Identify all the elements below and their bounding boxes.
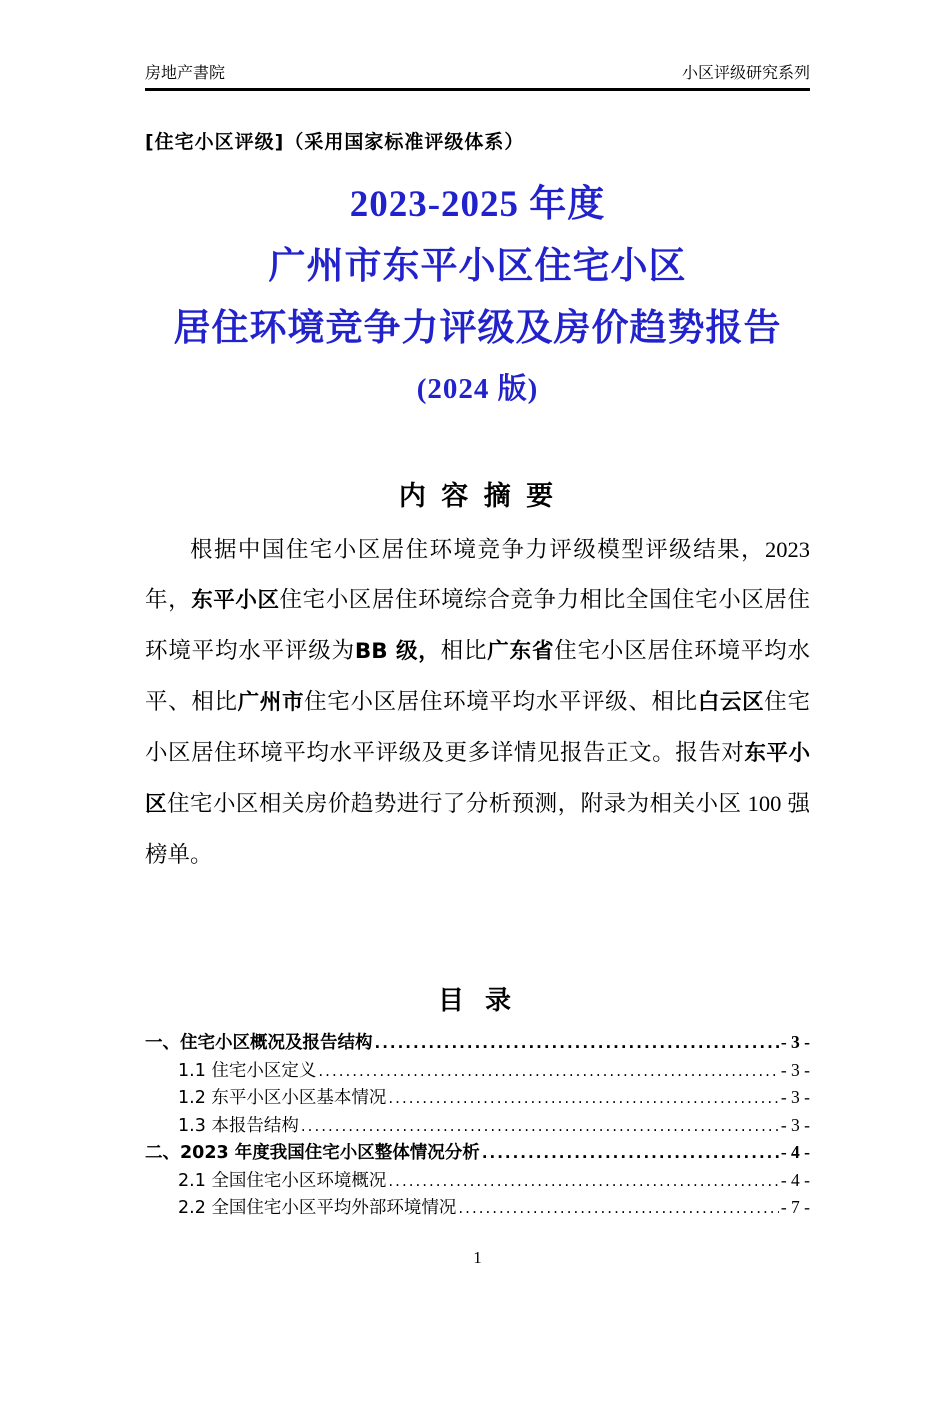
report-title-line: 广州市东平小区住宅小区 <box>268 246 687 287</box>
summary-text-segment: 住宅小区居住环境平均水平、相比 <box>145 638 810 714</box>
summary-text-segment: 白云区 <box>697 690 765 715</box>
document-page <box>0 60 950 1404</box>
toc-entry-page: - 3 - <box>780 1114 810 1135</box>
summary-text-segment: BB 级， <box>354 639 441 664</box>
report-tag: [住宅小区评级]（采用国家标准评级体系） <box>145 131 525 153</box>
summary-text-segment: 住宅小区居住环境平均水平评级及更多详情见报告正文。报告对 <box>145 689 810 765</box>
toc-entry-label: 1.1 住宅小区定义 <box>178 1060 317 1081</box>
summary-heading: 内 容 摘 要 <box>398 481 557 512</box>
toc-entry-label: 2.2 全国住宅小区平均外部环境情况 <box>178 1198 457 1218</box>
summary-text-segment: 东平小区 <box>145 741 810 817</box>
toc-entry[interactable] <box>145 1057 810 1085</box>
toc-dot-leader <box>375 1030 779 1057</box>
toc-entry-page: - 7 - <box>780 1197 810 1217</box>
summary-paragraph <box>145 525 810 880</box>
report-title-line: 2023-2025 年度 <box>349 184 606 225</box>
header-right-text: 小区评级研究系列 <box>681 63 810 82</box>
report-title-edition: (2024 版) <box>416 373 539 405</box>
toc-entry[interactable] <box>145 1029 810 1057</box>
toc-dot-leader <box>482 1140 779 1167</box>
toc-dot-leader <box>388 1085 778 1112</box>
toc-entry[interactable] <box>145 1167 810 1195</box>
toc-entry[interactable] <box>145 1194 810 1222</box>
toc-entry-page: - 4 - <box>780 1142 810 1162</box>
toc-entry[interactable] <box>145 1139 810 1167</box>
summary-text-segment: 住宅小区相关房价趋势进行了分析预测，附录为相关小区 100 强榜单。 <box>145 791 810 867</box>
toc-dot-leader <box>318 1058 778 1085</box>
toc-entry-label: 1.3 本报告结构 <box>178 1115 299 1136</box>
summary-text-segment: 相比 <box>440 638 488 663</box>
toc-entry-label: 一、住宅小区概况及报告结构 <box>145 1033 373 1053</box>
summary-text-segment: 广州市 <box>237 690 305 715</box>
toc-entry[interactable] <box>145 1084 810 1112</box>
toc-entry-page: - 3 - <box>780 1087 810 1107</box>
toc-dot-leader <box>458 1195 778 1222</box>
toc-entry-page: - 3 - <box>780 1032 810 1052</box>
report-title-line: 居住环境竞争力评级及房价趋势报告 <box>173 308 782 349</box>
header-left-text: 房地产書院 <box>145 63 226 82</box>
summary-text-segment: 根据中国住宅小区居住环境竞争力评级模型评级结果，2023 年， <box>145 537 810 612</box>
toc-entry-label: 1.2 东平小区小区基本情况 <box>178 1088 387 1108</box>
summary-text-segment: 住宅小区居住环境平均水平评级、相比 <box>304 689 698 714</box>
toc-entry[interactable] <box>145 1112 810 1140</box>
toc-list <box>145 1029 810 1222</box>
toc-entry-page: - 4 - <box>780 1169 810 1190</box>
toc-entry-page: - 3 - <box>780 1059 810 1080</box>
toc-entry-label: 2.1 全国住宅小区环境概况 <box>178 1170 387 1191</box>
report-title-block <box>145 174 810 418</box>
page-header <box>145 60 810 91</box>
toc-dot-leader <box>388 1168 778 1195</box>
summary-text-segment: 东平小区 <box>191 588 280 613</box>
toc-entry-label: 二、2023 年度我国住宅小区整体情况分析 <box>145 1143 480 1163</box>
summary-text-segment: 住宅小区居住环境综合竞争力相比全国住宅小区居住环境平均水平评级为 <box>145 587 810 663</box>
summary-text-segment: 广东省 <box>487 639 555 664</box>
toc-heading: 目 录 <box>437 986 518 1016</box>
toc-dot-leader <box>301 1113 779 1140</box>
page-number: 1 <box>473 1247 482 1267</box>
